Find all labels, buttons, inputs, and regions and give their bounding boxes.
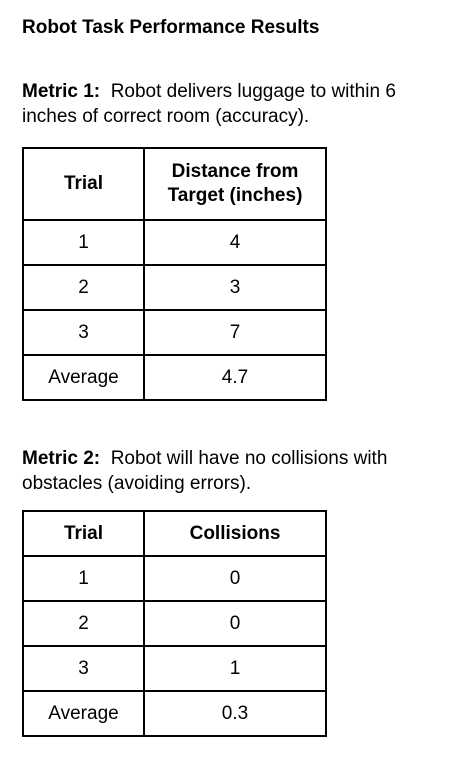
table-row xyxy=(23,601,326,646)
trial-cell: 1 xyxy=(23,556,144,601)
collisions-table xyxy=(22,510,327,737)
collisions-cell: 1 xyxy=(144,646,326,691)
average-value-cell: 4.7 xyxy=(144,355,326,400)
table-row xyxy=(23,646,326,691)
trial-column-header: Trial xyxy=(23,511,144,556)
table-header-row xyxy=(23,511,326,556)
average-value-cell: 0.3 xyxy=(144,691,326,736)
metric-1-label: Metric 1: xyxy=(22,81,101,102)
collisions-cell: 0 xyxy=(144,556,326,601)
table-row xyxy=(23,265,326,310)
trial-cell: 3 xyxy=(23,310,144,355)
table-row xyxy=(23,556,326,601)
distance-cell: 7 xyxy=(144,310,326,355)
metric-1-description xyxy=(22,79,442,129)
average-label-cell: Average xyxy=(23,691,144,736)
metric-2-label: Metric 2: xyxy=(22,448,101,469)
table-row xyxy=(23,310,326,355)
metric-1-text: Robot delivers luggage to within 6 inches of correct room (accuracy). xyxy=(22,81,396,127)
trial-cell: 3 xyxy=(23,646,144,691)
collisions-cell: 0 xyxy=(144,601,326,646)
accuracy-table xyxy=(22,147,327,401)
trial-column-header: Trial xyxy=(23,148,144,220)
average-row xyxy=(23,355,326,400)
distance-cell: 4 xyxy=(144,220,326,265)
table-header-row xyxy=(23,148,326,220)
distance-column-header: Distance from Target (inches) xyxy=(144,148,326,220)
page-title: Robot Task Performance Results xyxy=(22,17,320,38)
trial-cell: 2 xyxy=(23,265,144,310)
table-row xyxy=(23,220,326,265)
trial-cell: 2 xyxy=(23,601,144,646)
distance-cell: 3 xyxy=(144,265,326,310)
trial-cell: 1 xyxy=(23,220,144,265)
collisions-column-header: Collisions xyxy=(144,511,326,556)
average-label-cell: Average xyxy=(23,355,144,400)
average-row xyxy=(23,691,326,736)
metric-2-description xyxy=(22,446,442,496)
metric-2-text: Robot will have no collisions with obstacles (avoiding errors). xyxy=(22,448,388,494)
